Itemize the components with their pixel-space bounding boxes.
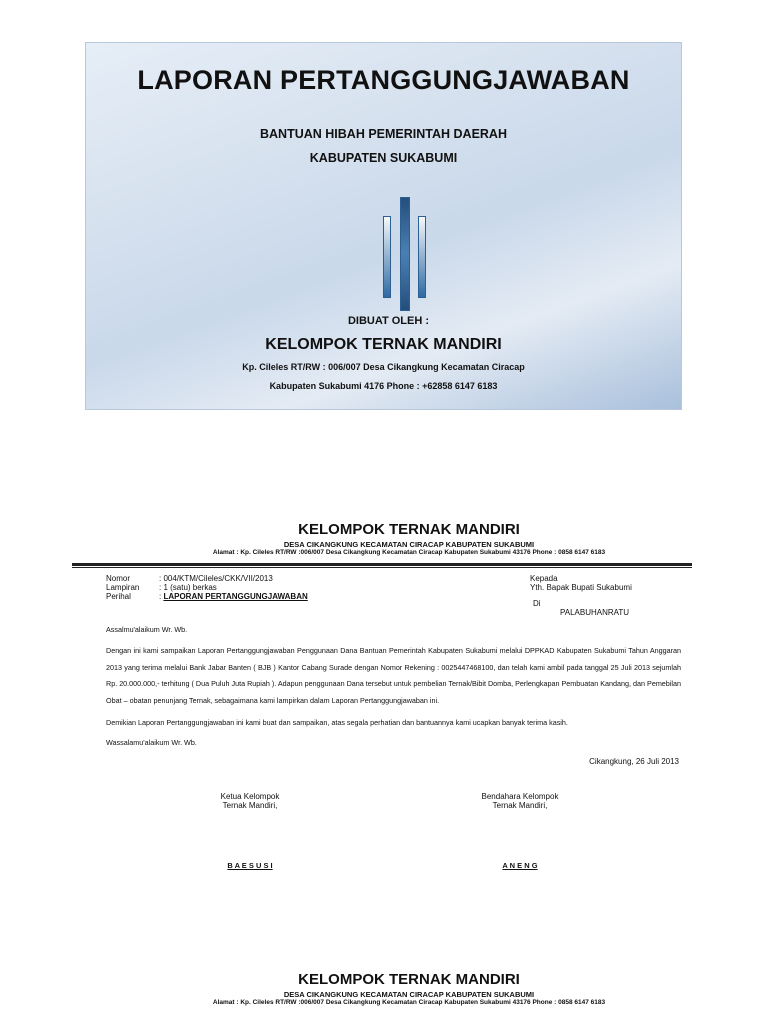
- recipient-place: PALABUHANRATU: [560, 608, 630, 617]
- footer-letterhead-title: KELOMPOK TERNAK MANDIRI: [298, 971, 520, 988]
- footer-letterhead-address: Alamat : Kp. Cileles RT/RW :006/007 Desa Cikangkung Kecamatan Ciracap Kabupaten Sukabumi 43176 Phone : 0858 6147 6183: [212, 999, 606, 1006]
- lampiran-label: Lampiran: [106, 583, 140, 592]
- signature-org: Ternak Mandiri,: [492, 801, 548, 810]
- perihal-colon: :: [159, 592, 164, 601]
- di-label: Di: [533, 599, 541, 608]
- signature-org: Ternak Mandiri,: [222, 801, 278, 810]
- signature-name: A N E N G: [502, 861, 538, 870]
- signature-ketua: [200, 792, 300, 870]
- kepada-label: Kepada: [530, 574, 558, 583]
- closing-paragraph: Demikian Laporan Pertanggungjawaban ini kami buat dan sampaikan, atas segala perhatian dan bantuannya kami ucapkan banyak terima kasih.: [106, 718, 568, 727]
- signature-role: Bendahara Kelompok: [481, 792, 559, 801]
- farewell: Wassalamu'alaikum Wr. Wb.: [106, 738, 197, 747]
- letterhead-divider: [72, 563, 692, 568]
- letter-date: Cikangkung, 26 Juli 2013: [589, 757, 679, 766]
- signature-role: Ketua Kelompok: [220, 792, 280, 801]
- letterhead-title: KELOMPOK TERNAK MANDIRI: [298, 521, 520, 538]
- nomor-label: Nomor: [106, 574, 131, 583]
- signature-bendahara: [470, 792, 570, 870]
- lampiran-value: : 1 (satu) berkas: [159, 583, 217, 592]
- cover-address-2: Kabupaten Sukabumi 4176 Phone : +62858 6147 6183: [269, 381, 498, 391]
- footer-letterhead-sub: DESA CIKANGKUNG KECAMATAN CIRACAP KABUPATEN SUKABUMI: [283, 990, 535, 999]
- letterhead-address: Alamat : Kp. Cileles RT/RW :006/007 Desa Cikangkung Kecamatan Ciracap Kabupaten Sukabumi 43176 Phone : 0858 6147 6183: [212, 549, 606, 556]
- signature-name: B A E S U S I: [227, 861, 273, 870]
- cover-title: LAPORAN PERTANGGUNGJAWABAN: [137, 65, 630, 95]
- recipient-name: Yth. Bapak Bupati Sukabumi: [530, 583, 632, 592]
- perihal-label: Perihal: [106, 592, 131, 601]
- body-paragraph: Dengan ini kami sampaikan Laporan Pertanggungjawaban Penggunaan Dana Bantuan Pemerintah Kabupaten Sukabumi melalui DPPKAD Kabupaten Sukabumi Tahun Anggaran 2013 yang terima melalui Bank Jabar Banten ( BJB ) Kantor Cabang Surade dengan Nomor Rekening : 0025447468100, dan telah kami ambil pada tanggal 25 Juli 2013 sejumlah Rp. 20.000.000,- terhitung ( Dua Puluh Juta Rupiah ). Adapun penggunaan Dana tersebut untuk pembelian Ternak/Bibit Domba, Perlengkapan Pembuatan Kandang, dan Pemebilan Obat – obatan penunjang Ternak, sebagaimana kami lampirkan dalam Laporan Pertanggungjawaban ini.: [106, 646, 681, 705]
- made-by-label: DIBUAT OLEH :: [347, 315, 430, 327]
- cover-page: [85, 42, 682, 410]
- cover-subtitle-2: KABUPATEN SUKABUMI: [309, 151, 458, 165]
- nomor-value: : 004/KTM/Cileles/CKK/VII/2013: [159, 574, 273, 583]
- cover-address-1: Kp. Cileles RT/RW : 006/007 Desa Cikangkung Kecamatan Ciracap: [242, 362, 525, 372]
- letterhead-sub: DESA CIKANGKUNG KECAMATAN CIRACAP KABUPATEN SUKABUMI: [283, 540, 535, 549]
- cover-subtitle: BANTUAN HIBAH PEMERINTAH DAERAH: [260, 127, 507, 141]
- cover-org: KELOMPOK TERNAK MANDIRI: [265, 336, 502, 353]
- greeting: Assalmu'alaikum Wr. Wb.: [106, 625, 188, 634]
- perihal-value: LAPORAN PERTANGGUNGJAWABAN: [163, 592, 308, 601]
